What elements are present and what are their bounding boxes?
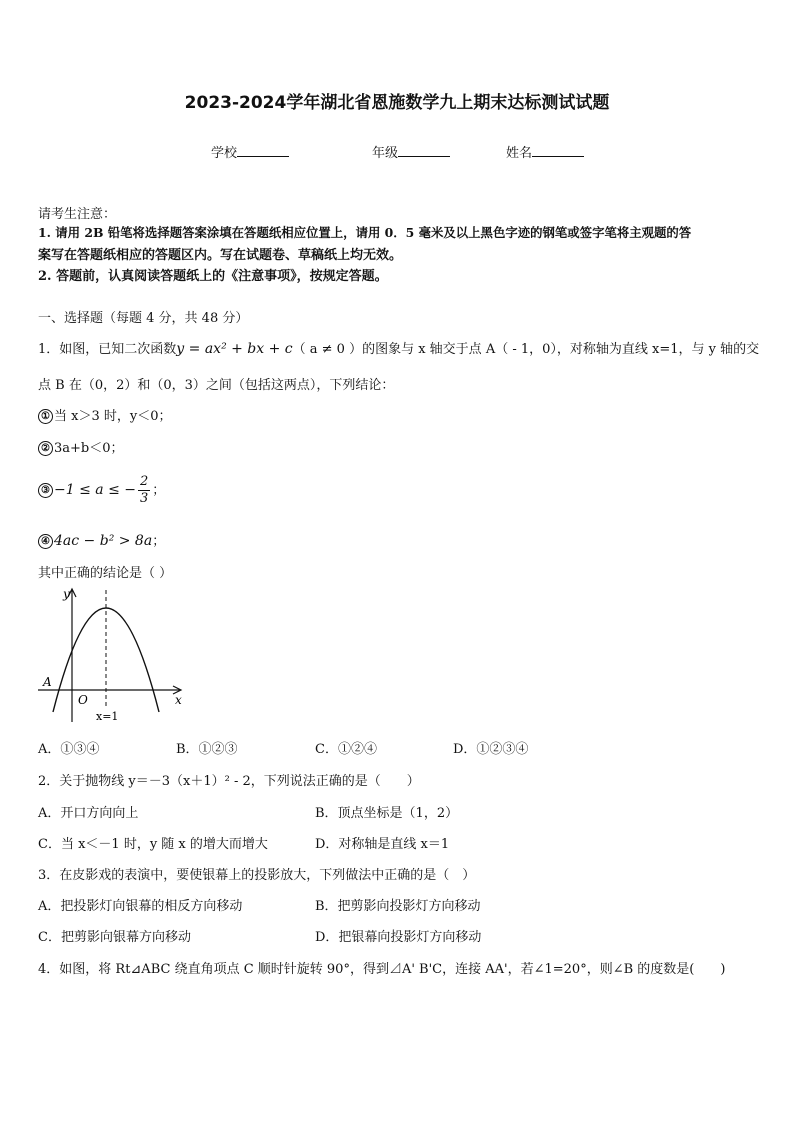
q1-conclusion-3-end: ； [152, 483, 166, 498]
q1-option-a[interactable]: A．①③④ [38, 742, 100, 757]
q1-conclusion-1-text: 当 x＞3 时，y＜0； [54, 409, 172, 424]
symmetry-axis-label: x=1 [96, 710, 119, 723]
q1-option-c[interactable]: C．①②④ [315, 742, 377, 757]
q1-stem-line1 [38, 338, 759, 357]
circled-number-icon: ① [38, 409, 53, 424]
name-label: 姓名 [506, 146, 533, 161]
q1-conclusion-4-end: ； [152, 534, 166, 549]
q1-conclusion-1 [38, 405, 171, 424]
q2-option-a[interactable]: A．开口方向向上 [38, 806, 139, 821]
name-field[interactable] [506, 142, 584, 161]
q1-option-b[interactable]: B．①②③ [176, 742, 238, 757]
x-axis-label: x [175, 693, 182, 707]
q3-stem: 3．在皮影戏的表演中，要使银幕上的投影放大，下列做法中正确的是（ ） [38, 868, 476, 883]
circled-number-icon: ② [38, 441, 53, 456]
q2-option-b[interactable]: B．顶点坐标是（1，2） [315, 806, 459, 821]
q1-conclusion-4 [38, 530, 165, 549]
circled-number-icon: ③ [38, 483, 53, 498]
school-label: 学校 [211, 146, 238, 161]
q2-option-c[interactable]: C．当 x＜－1 时，y 随 x 的增大而增大 [38, 837, 268, 852]
q3-option-d[interactable]: D．把银幕向投影灯方向移动 [315, 930, 482, 945]
grade-field[interactable] [372, 142, 450, 161]
q1-conclusion-2 [38, 437, 124, 456]
y-axis-label: y [63, 587, 70, 601]
q2-option-d[interactable]: D．对称轴是直线 x＝1 [315, 837, 450, 852]
notice-item-2: 2. 答题前，认真阅读答题纸上的《注意事项》，按规定答题。 [38, 269, 388, 284]
q1-question: 其中正确的结论是（ ） [38, 566, 173, 581]
notice-item-1b: 案写在答题纸相应的答题区内。写在试题卷、草稿纸上均无效。 [38, 248, 403, 263]
section-heading: 一、选择题（每题 4 分，共 48 分） [38, 311, 249, 326]
origin-label: O [78, 693, 88, 707]
q1-intro: 1．如图，已知二次函数 [38, 342, 177, 357]
q1-conclusion-3 [38, 474, 165, 507]
q1-conclusion-2-text: 3a+b＜0； [54, 441, 124, 456]
q1-conclusion-3-text: −1 ≤ a ≤ − [54, 482, 136, 498]
q3-option-a[interactable]: A．把投影灯向银幕的相反方向移动 [38, 899, 243, 914]
q4-stem: 4．如图，将 Rt⊿ABC 绕直角项点 C 顺时针旋转 90°，得到⊿A' B'C，连接 AA'，若∠1=20°，则∠B 的度数是( ) [38, 962, 726, 977]
name-blank[interactable] [532, 144, 584, 157]
q2-stem: 2．关于抛物线 y＝－3（x＋1）² - 2，下列说法正确的是（ ） [38, 774, 420, 789]
q1-conclusion-4-text: 4ac − b² > 8a [54, 533, 153, 549]
fraction [138, 474, 150, 507]
fraction-denominator: 3 [139, 491, 149, 506]
q1-condition: （ a ≠ 0 ）的图象与 x 轴交于点 A（ - 1，0），对称轴为直线 x=1，与 y 轴的交 [292, 342, 760, 357]
q1-formula: y = ax² + bx + c [176, 341, 293, 357]
school-field[interactable] [211, 142, 289, 161]
school-blank[interactable] [237, 144, 289, 157]
grade-label: 年级 [372, 146, 399, 161]
notice-item-1a: 1. 请用 2B 铅笔将选择题答案涂填在答题纸相应位置上，请用 0．5 毫米及以上黑色字迹的钢笔或签字笔将主观题的答 [38, 225, 692, 240]
circled-number-icon: ④ [38, 534, 53, 549]
point-a-label: A [43, 675, 52, 689]
fraction-numerator: 2 [139, 474, 149, 489]
q1-option-d[interactable]: D．①②③④ [453, 742, 529, 757]
notice-heading: 请考生注意： [38, 207, 117, 222]
page-title: 2023-2024学年湖北省恩施数学九上期末达标测试试题 [184, 93, 610, 113]
q3-option-b[interactable]: B．把剪影向投影灯方向移动 [315, 899, 481, 914]
grade-blank[interactable] [398, 144, 450, 157]
q1-parabola-graph [36, 584, 186, 726]
q1-stem-line2: 点 B 在（0，2）和（0，3）之间（包括这两点），下列结论： [38, 378, 395, 393]
q3-option-c[interactable]: C．把剪影向银幕方向移动 [38, 930, 191, 945]
